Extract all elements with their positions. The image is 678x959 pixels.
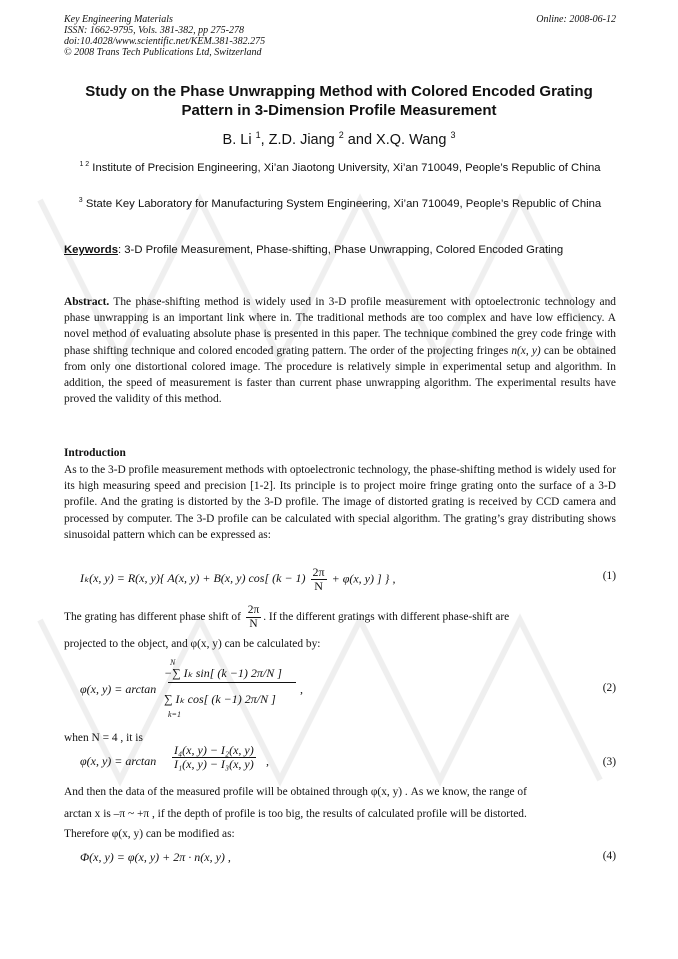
affiliation-2 (64, 193, 616, 212)
issn-line: ISSN: 1662-9795, Vols. 381-382, pp 275-278 (64, 25, 244, 36)
paragraph-2-text-a: The grating has different phase shift of (64, 611, 244, 624)
equation-2-lhs: φ(x, y) = arctan (80, 682, 157, 696)
equation-2-sum-bottom: k=1 (168, 710, 181, 719)
online-date: Online: 2008-06-12 (536, 14, 616, 25)
introduction-paragraph-1: As to the 3-D profile measurement methods with optoelectronic technology, the phase-shifting method is widely used for its high measuring speed and precision [1-2]. Its principle is to project moire fringe grating onto the surface of a 3-D profile. And the grating is distorted by the 3-D profile. The image of distorted grating is received by CCD camera and processed by computer. The 3-D profile can be calculated with special algorithm. The grating’s gray distributing shows sinusoidal pattern which can be expressed as: (64, 464, 616, 541)
equation-1-tail: + φ(x, y) ] } , (331, 571, 396, 586)
equation-4-body: Φ(x, y) = φ(x, y) + 2π · n(x, y) , (80, 850, 231, 864)
author-line (60, 130, 618, 148)
doi-line: doi:10.4028/www.scientific.net/KEM.381-382.275 (64, 36, 266, 47)
equation-2-numerator: −∑ Iₖ sin[ (k −1) 2π/N ] (164, 666, 282, 680)
equation-3 (64, 744, 616, 780)
journal-header (64, 14, 616, 58)
affiliation-1 (64, 157, 616, 176)
equation-1-fraction (311, 566, 327, 593)
equation-2-denominator: ∑ Iₖ cos[ (k −1) 2π/N ] (164, 692, 276, 706)
abstract-text-a: The phase-shifting method is widely used in 3-D profile measurement with optoelectronic technology and phase unwrapping is an important link where in. The traditional methods are too complex and have low efficiency. A novel method of evaluating absolute phase is presented in this paper. The technique combined the grey code fringe with phase shifting technique and colored encoded grating pattern. The order of the projecting fringes (64, 296, 616, 357)
equation-3-lhs: φ(x, y) = arctan (80, 754, 157, 768)
equation-4 (64, 850, 616, 865)
introduction-paragraph-2 (64, 604, 616, 631)
author-1: B. Li (222, 131, 256, 148)
author-2-sup: 2 (338, 130, 344, 140)
equation-4-number: (4) (602, 850, 616, 862)
equation-1-body: Iₖ(x, y) = R(x, y){ A(x, y) + B(x, y) cos[ (k − 1) (80, 571, 306, 586)
abstract-math-n: n(x, y) (511, 344, 541, 357)
affiliation-2-text: State Key Laboratory for Manufacturing System Engineering, Xi’an 710049, People’s Republic of China (82, 197, 602, 210)
keywords-label: Keywords (64, 244, 118, 256)
when-line: when N = 4 , it is (64, 732, 143, 744)
equation-1-number: (1) (602, 570, 616, 582)
introduction-heading: Introduction (64, 447, 126, 459)
introduction-paragraph-4b: arctan x is –π ~ +π , if the depth of profile is too big, the results of calculated profile will be distorted. (64, 808, 527, 820)
author-2: , Z.D. Jiang (260, 131, 339, 148)
equation-1-frac-num: 2π (312, 565, 325, 579)
equation-3-numerator: I₄(x, y) − I₂(x, y) (174, 743, 254, 757)
paragraph-2-text-b: . If the different gratings with different phase-shift are (263, 611, 510, 624)
keywords-text: : 3-D Profile Measurement, Phase-shifting, Phase Unwrapping, Colored Encoded Grating (118, 244, 564, 256)
affiliation-1-text: Institute of Precision Engineering, Xi’an Jiaotong University, Xi’an 710049, People’s Republic of China (89, 161, 601, 174)
abstract-label: Abstract. (64, 296, 110, 308)
equation-2-number: (2) (602, 682, 616, 694)
paper-title: Study on the Phase Unwrapping Method with Colored Encoded Grating Pattern in 3-Dimension Profile Measurement (85, 83, 593, 119)
keywords-section (64, 243, 616, 257)
introduction-paragraph-4a: And then the data of the measured profile will be obtained through φ(x, y) . As we know, the range of (64, 786, 527, 798)
equation-1-frac-den: N (314, 579, 323, 593)
journal-name: Key Engineering Materials (64, 14, 173, 25)
abstract-section (64, 294, 616, 407)
copyright-line: © 2008 Trans Tech Publications Ltd, Switzerland (64, 47, 262, 58)
paragraph-2-frac-num: 2π (247, 604, 260, 616)
equation-3-denominator: I₁(x, y) − I₃(x, y) (174, 757, 254, 771)
introduction-paragraph-3: projected to the object, and φ(x, y) can be calculated by: (64, 638, 321, 650)
equation-2-sum-top: N (170, 658, 176, 667)
paragraph-2-fraction (246, 604, 261, 631)
introduction-paragraph-4c: Therefore φ(x, y) can be modified as: (64, 828, 235, 840)
equation-1 (64, 566, 616, 593)
equation-2-comma: , (300, 682, 303, 696)
author-3-sup: 3 (450, 130, 456, 140)
equation-3-number: (3) (602, 756, 616, 768)
author-3: and X.Q. Wang (343, 131, 451, 148)
affiliation-2-sup: 3 (78, 197, 83, 204)
abstract-text-b: can be obtained from only one distortional colored image. The procedure is relatively simple in experimental setup and algorithm. In addition, the speed of measurement is faster than current phase unwrapping algorithm. The experimental results have proved the validity of this method. (64, 344, 616, 406)
equation-2-fraction-bar (168, 682, 296, 683)
equation-3-fraction (172, 744, 256, 771)
affiliation-1-sup: 1 2 (79, 161, 90, 168)
author-1-sup: 1 (255, 130, 261, 140)
equation-2 (64, 656, 616, 726)
paragraph-2-frac-den: N (249, 618, 258, 630)
equation-3-comma: , (266, 754, 269, 768)
